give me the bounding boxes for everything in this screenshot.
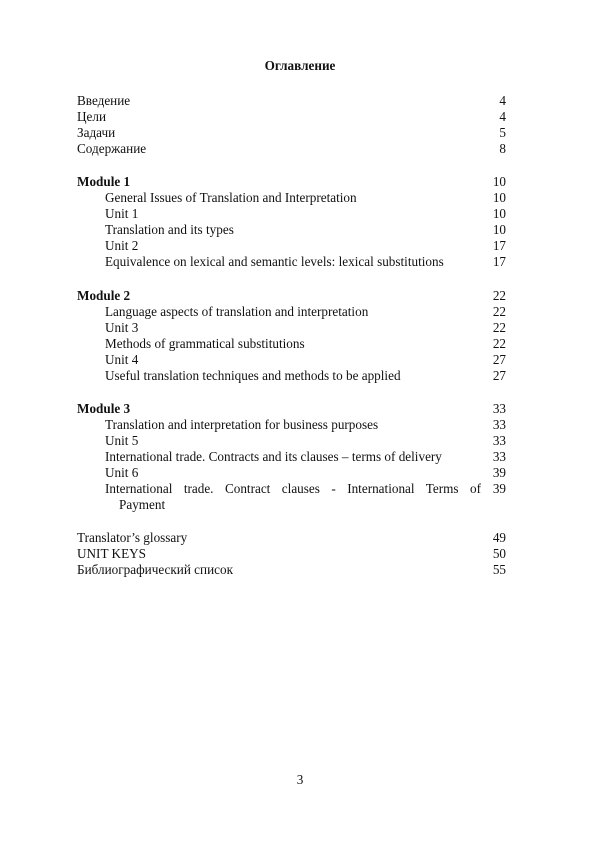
toc-entry-page: 5: [499, 125, 506, 140]
toc-entry-label: Содержание: [77, 141, 147, 156]
toc-entry-label: Unit 3: [105, 320, 139, 335]
toc-entry-page: 49: [492, 530, 506, 545]
toc-entry-label: International trade. Contract clauses - International Terms of: [105, 481, 481, 496]
toc-entry-label-continuation: Payment: [119, 497, 166, 512]
toc-entry-page: 39: [492, 465, 506, 480]
toc-entry-label: Translation and its types: [105, 222, 234, 237]
toc-entry-label: Useful translation techniques and methods to be applied: [105, 368, 401, 383]
toc-entry-page: 10: [492, 222, 506, 237]
toc-entry-page: 27: [492, 368, 506, 383]
toc-entry-label: Translator’s glossary: [77, 530, 188, 545]
toc-entry-label: International trade. Contracts and its clauses – terms of delivery: [105, 449, 442, 464]
toc-entry-label: UNIT KEYS: [77, 546, 146, 561]
toc-entry-page: 22: [492, 304, 506, 319]
toc-entry-page: 22: [492, 336, 506, 351]
toc-entry-label: Translation and interpretation for business purposes: [105, 417, 379, 432]
toc-entry-page: 22: [492, 320, 506, 335]
toc-entry-page: 33: [492, 449, 506, 464]
toc-entry-label: General Issues of Translation and Interpretation: [105, 190, 357, 205]
page-number: 3: [296, 772, 304, 787]
toc-entry-page: 39: [492, 481, 506, 496]
toc-entry-page: 33: [492, 433, 506, 448]
toc-entry-label: Unit 1: [105, 206, 139, 221]
toc-entry-label: Unit 6: [105, 465, 139, 480]
toc-entry-page: 8: [499, 141, 506, 156]
toc-entry-label: Methods of grammatical substitutions: [105, 336, 305, 351]
toc-entry-page: 4: [499, 93, 506, 108]
toc-entry-label: Задачи: [77, 125, 116, 140]
toc-entry-label: Language aspects of translation and interpretation: [105, 304, 369, 319]
toc-entry-page: 4: [499, 109, 506, 124]
toc-heading: Оглавление: [264, 58, 336, 73]
toc-entry-label: Unit 2: [105, 238, 139, 253]
toc-entry-page: 17: [492, 254, 506, 269]
toc-entry-page: 10: [492, 190, 506, 205]
toc-entry-page: 10: [492, 206, 506, 221]
toc-module-label: Module 3: [77, 401, 131, 416]
toc-entry-page: 50: [492, 546, 506, 561]
toc-entry-page: 22: [492, 288, 506, 303]
toc-entry-page: 33: [492, 401, 506, 416]
toc-entry-page: 27: [492, 352, 506, 367]
toc-entry-label: Цели: [77, 109, 107, 124]
toc-module-label: Module 2: [77, 288, 131, 303]
toc-entry-page: 17: [492, 238, 506, 253]
toc-entry-page: 55: [492, 562, 506, 577]
toc-entry-label: Unit 5: [105, 433, 139, 448]
toc-module-label: Module 1: [77, 174, 131, 189]
toc-entry-page: 33: [492, 417, 506, 432]
toc-entry-page: 10: [492, 174, 506, 189]
toc-entry-label: Библиографический список: [77, 562, 234, 577]
toc-entry-label: Equivalence on lexical and semantic levels: lexical substitutions: [105, 254, 444, 269]
toc-entry-label: Unit 4: [105, 352, 139, 367]
toc-entry-label: Введение: [77, 93, 131, 108]
